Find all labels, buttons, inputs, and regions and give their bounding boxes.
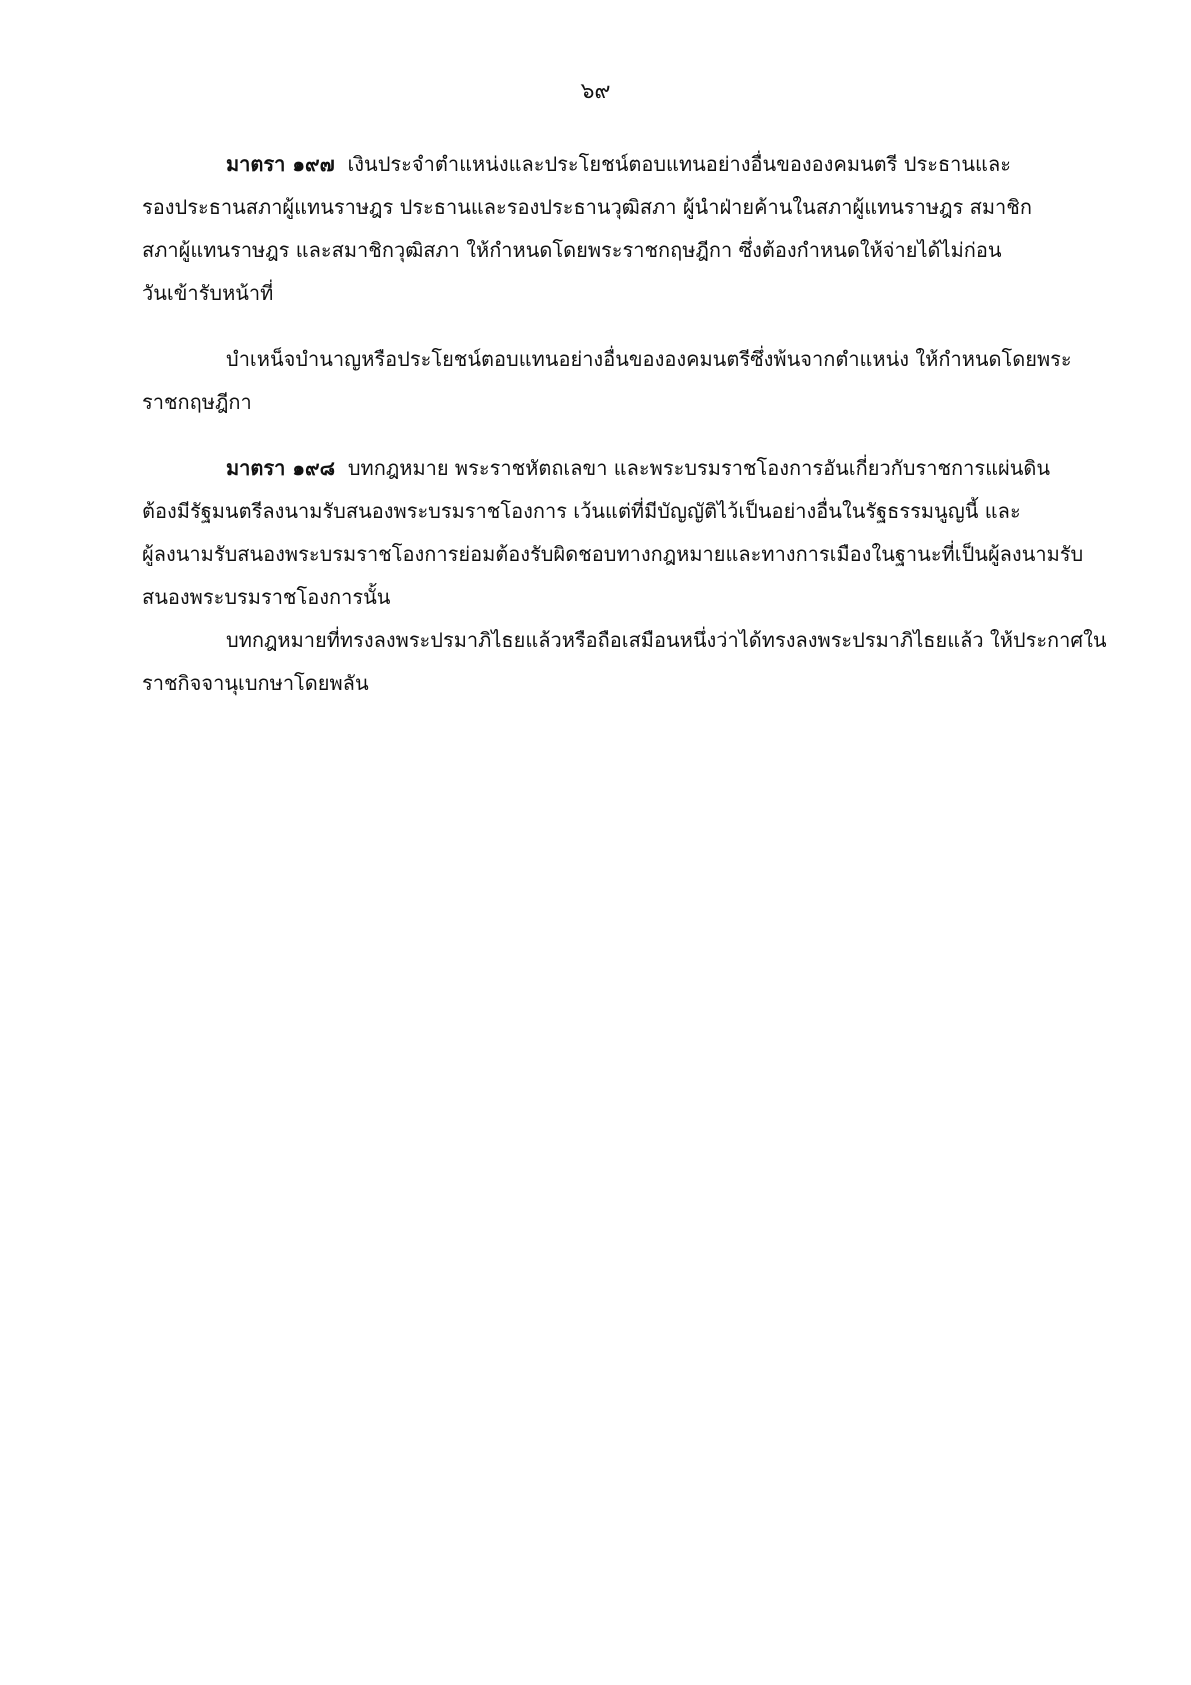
- section-197-heading: มาตรา ๑๙๗: [226, 152, 335, 176]
- page-number: ๖๙: [580, 79, 611, 104]
- section-197-line-1-text: เงินประจำตำแหน่งและประโยชน์ตอบแทนอย่างอื่นขององคมนตรี ประธานและ: [347, 152, 1011, 176]
- section-197-paragraph-2-line-1: บำเหน็จบำนาญหรือประโยชน์ตอบแทนอย่างอื่นขององคมนตรีซึ่งพ้นจากตำแหน่ง ให้กำหนดโดยพระ: [226, 347, 1072, 371]
- section-198-line-3: ผู้ลงนามรับสนองพระบรมราชโองการย่อมต้องรับผิดชอบทางกฎหมายและทางการเมืองในฐานะที่เป็นผู้ลงนามรับ: [142, 542, 1084, 566]
- section-198-line-1: [142, 447, 1102, 490]
- section-198-line-1-text: บทกฎหมาย พระราชหัตถเลขา และพระบรมราชโองการอันเกี่ยวกับราชการแผ่นดิน: [347, 456, 1051, 480]
- section-198-line-2: ต้องมีรัฐมนตรีลงนามรับสนองพระบรมราชโองการ เว้นแต่ที่มีบัญญัติไว้เป็นอย่างอื่นในรัฐธรรมนูญนี้ และ: [142, 499, 1021, 523]
- section-198-heading: มาตรา ๑๙๘: [226, 456, 336, 480]
- document-body: [142, 143, 1107, 705]
- section-197-paragraph-2-line-2: ราชกฤษฎีกา: [142, 390, 252, 414]
- section-197-line-3: สภาผู้แทนราษฎร และสมาชิกวุฒิสภา ให้กำหนดโดยพระราชกฤษฎีกา ซึ่งต้องกำหนดให้จ่ายได้ไม่ก่อน: [142, 238, 1002, 262]
- section-198-paragraph-2-line-2: ราชกิจจานุเบกษาโดยพลัน: [142, 671, 369, 695]
- section-197-paragraph-2: [142, 338, 1102, 424]
- section-197-line-2: รองประธานสภาผู้แทนราษฎร ประธานและรองประธานวุฒิสภา ผู้นำฝ่ายค้านในสภาผู้แทนราษฎร สมาชิก: [142, 195, 1032, 219]
- section-198-line-4: สนองพระบรมราชโองการนั้น: [142, 585, 391, 609]
- section-197-line-4: วันเข้ารับหน้าที่: [142, 281, 274, 305]
- section-197: [142, 143, 1102, 315]
- section-198-paragraph-2: [142, 619, 1107, 705]
- section-198: [142, 447, 1102, 619]
- section-198-paragraph-2-line-1: บทกฎหมายที่ทรงลงพระปรมาภิไธยแล้วหรือถือเสมือนหนึ่งว่าได้ทรงลงพระปรมาภิไธยแล้ว ให้ประกาศใน: [226, 628, 1107, 652]
- section-197-line-1: [142, 143, 1102, 186]
